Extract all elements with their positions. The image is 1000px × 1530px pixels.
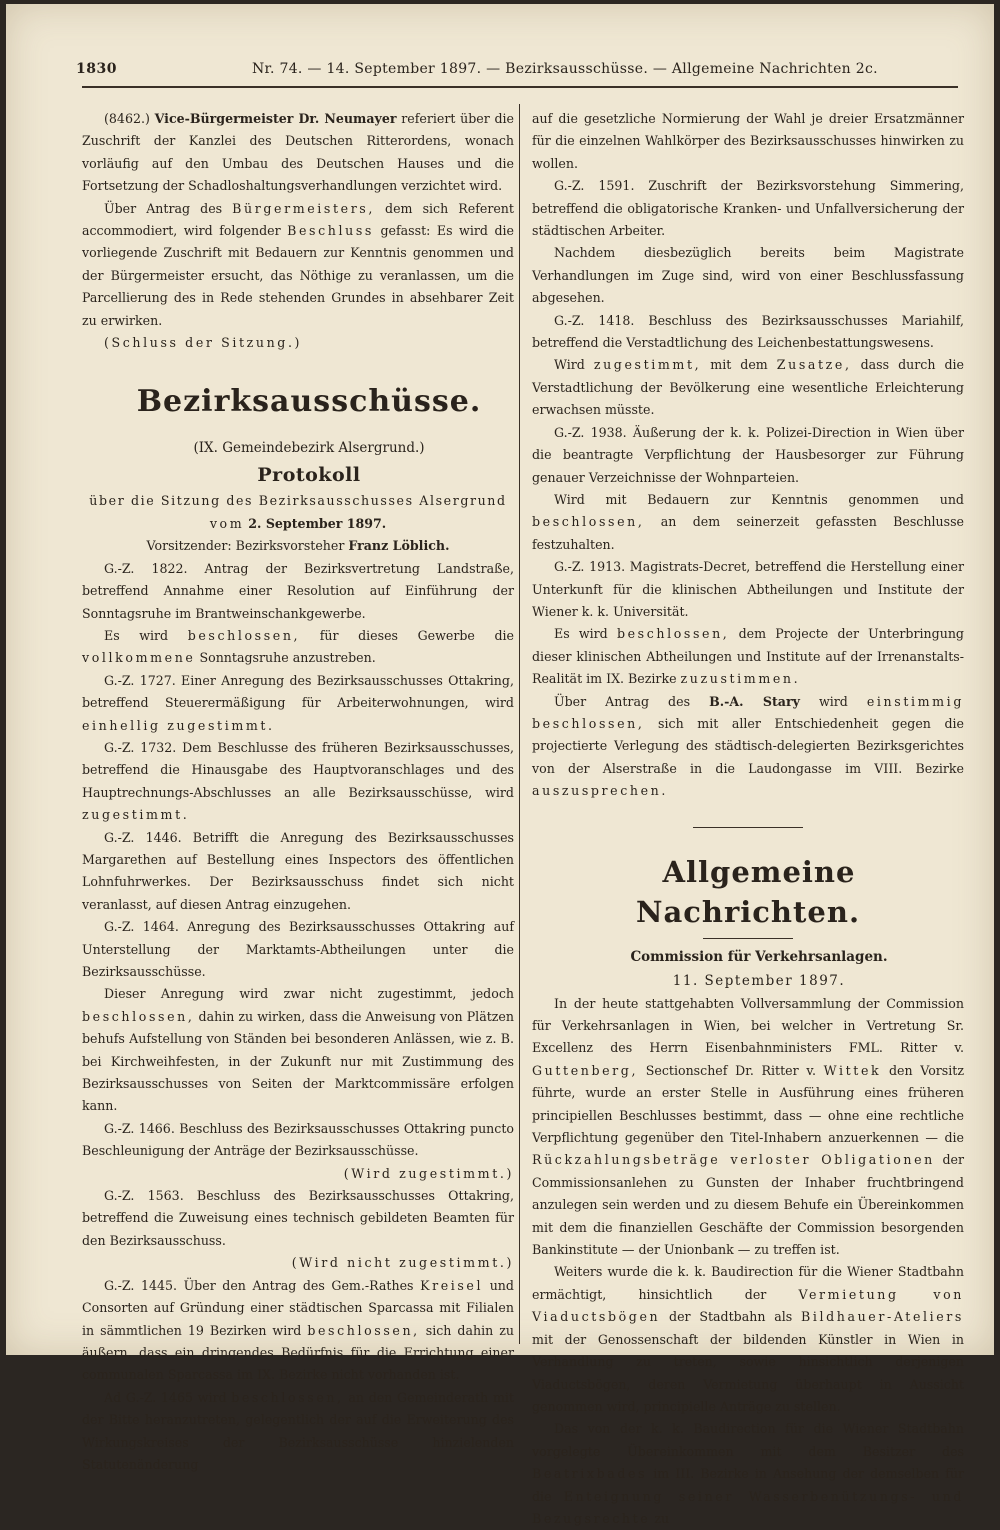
text-run: Zusatze, <box>776 357 852 373</box>
text-run: dass durch die Verstadtlichung der Bevölkerung eine wesentliche Erleichterung erwachsen müsste. <box>532 357 964 418</box>
text-run: wird <box>818 693 848 709</box>
news-paragraph <box>532 1261 964 1418</box>
text-run: Dieser Anregung wird zwar nicht zugestimmt, jedoch <box>104 986 514 1002</box>
text-run: mit der Genossenschaft der bildenden Künstler in Wien in Verhandlung zu treten, sowie hinsichtlich derjenigen Viaductsbögen, deren Vermietung überhaupt in Aussicht genommen wird, principielle Anträge zu stellen. <box>532 1331 964 1414</box>
text-run: In der heute stattgehabten Vollversammlung der Commission für Verkehrsanlagen in Wien, bei welcher in Vertretung Sr. Excellenz des Herrn Eisenbahnministers FML. Ritter v. <box>532 995 964 1056</box>
commission-heading: Commission für Verkehrsanlagen. <box>630 948 888 965</box>
text-run: vom <box>209 515 245 531</box>
agenda-item: G.-Z. 1464. Anregung des Bezirksausschusses Ottakring auf Unterstellung der Marktamts-Abtheilungen unter die Bezirksausschüsse. <box>82 919 514 979</box>
agenda-item: G.-Z. 1913. Magistrats-Decret, betreffend die Herstellung einer Unterkunft für die klinischen Abtheilungen und Institute der Wiener k. k. Universität. <box>532 559 964 619</box>
agenda-item <box>82 1387 514 1477</box>
column-divider <box>519 104 520 1344</box>
text-run: G.-Z. 1727. Einer Anregung des Bezirksausschusses Ottakring, betreffend Steuerermäßigung für Arbeiterwohnungen, wird <box>82 672 514 711</box>
text-run: Enteignung seiner Wasserbenützungs- und Bezugsrechte <box>532 1488 964 1526</box>
text-run: der Commissionsanlehen zu Gunsten der Inhaber fruchtbringend anzulegen sein werden und zu diesem Behufe ein Übereinkommen mit dem die finanziellen Geschäfte der Commission besorgenden Bankinstitute — der Unionbank — zu treffen ist. <box>532 1152 964 1258</box>
running-head: Nr. 74. — 14. September 1897. — Bezirksausschüsse. — Allgemeine Nachrichten 2c. <box>252 61 878 77</box>
section-title: Allgemeine Nachrichten. <box>635 854 861 929</box>
section-separator <box>693 827 803 828</box>
session-line: über die Sitzung des Bezirksausschusses Alsergrund <box>89 493 507 509</box>
text-run: Wird <box>554 357 585 373</box>
title-underline <box>703 938 793 939</box>
text-run: Wird mit Bedauern zur Kenntnis genommen und <box>554 491 964 507</box>
decision-note: (Wird zugestimmt.) <box>343 1165 514 1181</box>
text-run: Wittek <box>823 1062 882 1078</box>
text-run: Beschluss <box>287 223 374 239</box>
speaker-name: Vice-Bürgermeister Dr. Neumayer <box>154 111 397 126</box>
text-run: beschlossen, <box>231 1389 344 1405</box>
text-run: und Consorten auf Gründung einer städtischen Sparcassa mit Filialen in sämmtlichen 19 Bezirken wird <box>82 1277 514 1338</box>
paragraph: auf die gesetzliche Normierung der Wahl je dreier Ersatzmänner für die einzelnen Wahlkörper des Bezirksausschusses hinwirken zu wollen. <box>532 111 964 171</box>
member-name: B.-A. Stary <box>709 693 800 709</box>
text-run: Rückzahlungsbeträge verloster Obligationen <box>532 1152 935 1168</box>
agenda-item: G.-Z. 1446. Betrifft die Anregung des Bezirksausschusses Margarethen auf Bestellung eines Inspectors des öffentlichen Lohnfuhrwerkes. Der Bezirksausschuss findet sich nicht veranlasst, auf diesen Antrag einzugehen. <box>82 829 514 912</box>
session-end-note: (Schluss der Sitzung.) <box>104 335 303 351</box>
session-date-line <box>82 513 514 535</box>
text-run: Über Antrag des <box>104 200 223 216</box>
text-run: beschlossen, <box>82 1008 195 1024</box>
paragraph <box>82 108 514 198</box>
protocol-title: Protokoll <box>257 464 361 487</box>
newspaper-page <box>6 4 994 1526</box>
text-run: gefasst: Es wird die vorliegende Zuschrift mit Bedauern zur Kenntnis genommen und der Bürgermeister ersucht, das Nöthige zu veranlassen, um die Parcellierung des in Rede stehenden Grundes in absehbarer Zeit zu erwirken. <box>82 223 514 328</box>
right-column <box>532 108 964 1530</box>
text-run: zuzustimmen. <box>680 671 801 687</box>
dateline: 11. September 1897. <box>672 972 846 989</box>
agenda-item: G.-Z. 1418. Beschluss des Bezirksausschusses Mariahilf, betreffend die Verstadtlichung des Leichenbestattungswesens. <box>532 312 964 351</box>
text-run: den Vorsitz führte, wurde an erster Stelle in Ausführung eines früheren principiellen Beschlusses bestimmt, dass — ohne eine rechtliche Verpflichtung gegenüber den Titel-Inhabern anzuerkennen — die <box>532 1062 964 1146</box>
text-run: dem sich Referent accommodiert, wird folgender <box>82 200 514 239</box>
text-run: beschlossen, <box>616 626 730 642</box>
text-run: Das von der k. k. Baudirection für die Wiener Stadtbahn vorgelegte Übereinkommen mit dem Besitzer des <box>532 1421 964 1459</box>
agenda-item: G.-Z. 1591. Zuschrift der Bezirksvorstehung Simmering, betreffend die obligatorische Kranken- und Unfallversicherung der städtischen Arbeiter. <box>532 178 964 239</box>
text-run: für dieses Gewerbe die <box>319 627 514 643</box>
page-header <box>76 56 956 82</box>
agenda-item <box>82 737 514 827</box>
text-run: mit dem <box>710 357 768 373</box>
text-run: an dem seinerzeit gefassten Beschlusse festzuhalten. <box>532 514 964 552</box>
agenda-item: G.-Z. 1563. Beschluss des Bezirksausschusses Ottakring, betreffend die Zuweisung eines technisch gebildeten Beamten für den Bezirksausschuss. <box>82 1188 514 1248</box>
text-run: zugestimmt, <box>593 357 702 373</box>
text-run: im III. Bezirke in Ansehung der demselben für die <box>532 1466 964 1504</box>
text-run: vollkommene <box>82 650 196 666</box>
text-run: sich dahin zu äußern, dass ein dringendes Bedürfnis für die Errichtung einer communalen Sparcassa im IX. Bezirke nicht vorhanden ist. <box>82 1322 514 1383</box>
text-run: G.-Z. 1445. Über den Antrag des Gem.-Rathes <box>104 1277 414 1293</box>
agenda-item <box>82 670 514 737</box>
district-heading: (IX. Gemeindebezirk Alsergrund.) <box>193 440 425 457</box>
text-run: zu <box>654 1510 670 1526</box>
header-rule <box>82 86 958 88</box>
text-run: dahin zu wirken, dass die Anweisung von Plätzen behufs Aufstellung von Ständen bei besonderen Anlässen, wie z. B. bei Kirchweihfesten, in der Zukunft nur mit Zustimmung des Bezirksausschusses von Seiten der Marktcommissäre erfolgen kann. <box>82 1008 514 1114</box>
text-run: (8462.) <box>104 111 150 126</box>
text-run: Vorsitzender: Bezirksvorsteher <box>146 538 345 554</box>
text-run: Bildhauer-Ateliers <box>800 1309 964 1325</box>
text-run: Ad G.-Z. 1465 wird <box>104 1389 227 1405</box>
resolution <box>532 691 964 803</box>
text-run: Vermietung von Viaductsbögen <box>532 1286 964 1325</box>
text-run: zugestimmt. <box>82 807 190 823</box>
text-run: Über Antrag des <box>554 693 691 709</box>
resolution <box>82 625 514 670</box>
resolution: Nachdem diesbezüglich bereits beim Magistrate Verhandlungen im Zuge sind, wird von einer Beschlussfassung abgesehen. <box>532 245 964 306</box>
agenda-item: G.-Z. 1822. Antrag der Bezirksvertretung Landstraße, betreffend Annahme einer Resolution auf Einführung der Sonntagsruhe im Brantweinschankgewerbe. <box>82 560 514 621</box>
text-run: Beatrixbades <box>532 1466 648 1482</box>
text-run: einhellig zugestimmt. <box>82 717 275 733</box>
text-run: 2. September 1897. <box>248 515 387 531</box>
agenda-item: G.-Z. 1466. Beschluss des Bezirksausschusses Ottakring puncto Beschleunigung der Anträge der Bezirksausschüsse. <box>82 1120 514 1159</box>
resolution <box>532 623 964 690</box>
decision-note: (Wird nicht zugestimmt.) <box>291 1255 514 1271</box>
text-run: Weiters wurde die k. k. Baudirection für die Wiener Stadtbahn ermächtigt, hinsichtlich der <box>532 1264 964 1302</box>
text-run: Es wird <box>554 626 608 642</box>
text-run: G.-Z. 1732. Dem Beschlusse des früheren Bezirksausschusses, betreffend die Hinausgabe des Hauptvoranschlages und des Hauptrechnungs-Abschlusses an alle Bezirksausschüsse, wird <box>82 739 514 800</box>
text-run: beschlossen, <box>307 1322 420 1338</box>
text-run: beschlossen, <box>187 627 301 643</box>
text-run: Es wird <box>104 627 169 643</box>
paragraph <box>82 198 514 332</box>
resolution <box>532 354 964 421</box>
text-run: an den Gemeinderath mit der Bitte heranzutreten, gelegentlich der auf die Erweiterung des Wirkungskreises der Bezirksausschüsse hinzielenden Statutenänderung <box>82 1389 514 1472</box>
text-run: sich mit aller Entschiedenheit gegen die projectierte Verlegung des städtisch-delegierten Bezirksgerichtes von der Alserstraße in die Laudongasse im VIII. Bezirke <box>532 715 965 776</box>
page-number: 1830 <box>76 61 117 77</box>
news-paragraph <box>532 1418 964 1530</box>
text-run: Kreisel <box>420 1277 484 1293</box>
section-title: Bezirksausschüsse. <box>136 384 482 420</box>
left-column <box>82 108 514 1476</box>
text-run: Bürgermeisters, <box>232 200 375 216</box>
text-run: Sectionschef Dr. Ritter v. <box>645 1062 816 1078</box>
chair-name: Franz Löblich. <box>348 538 450 554</box>
agenda-item <box>82 1275 514 1387</box>
agenda-item: G.-Z. 1938. Äußerung der k. k. Polizei-Direction in Wien über die beantragte Verpflichtung der Hausbesorger zur Führung genauer Verzeichnisse der Wohnparteien. <box>532 424 964 485</box>
text-run: einstimmig beschlossen, <box>532 693 964 731</box>
text-run: dem Projecte der Unterbringung dieser klinischen Abtheilungen und Institute auf der Irrenanstalts-Realität im IX. Bezirke <box>532 626 964 687</box>
text-run: Guttenberg, <box>532 1062 639 1078</box>
chair-line <box>82 535 514 557</box>
text-run: Sonntagsruhe anzustreben. <box>199 650 376 666</box>
resolution <box>532 489 964 556</box>
resolution <box>82 983 514 1117</box>
news-paragraph <box>532 993 964 1262</box>
text-run: der Stadtbahn als <box>669 1309 793 1325</box>
text-run: beschlossen, <box>532 514 645 530</box>
text-run: referiert über die Zuschrift der Kanzlei des Deutschen Ritterordens, wonach vorläufig auf den Umbau des Deutschen Hauses und die Fortsetzung der Schadloshaltungsverhandlungen verzichtet wird. <box>82 111 514 194</box>
text-run: auszusprechen. <box>532 783 668 799</box>
